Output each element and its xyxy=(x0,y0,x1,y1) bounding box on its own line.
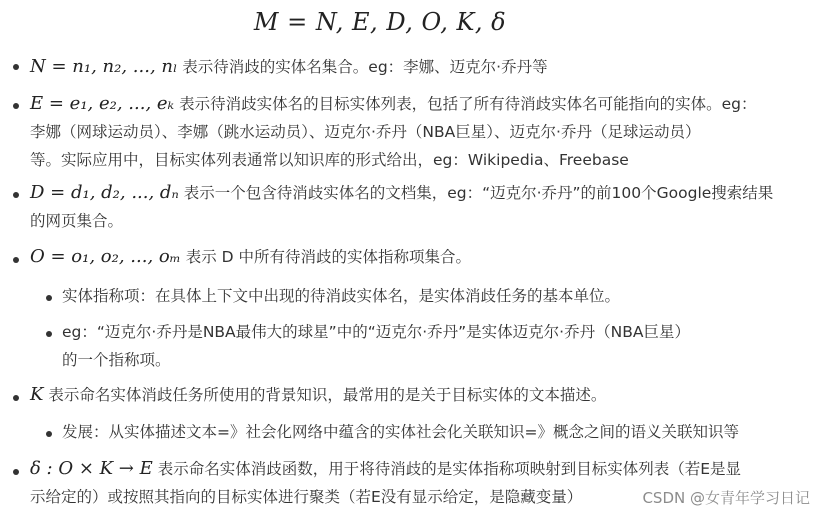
bullet-dot xyxy=(13,257,19,263)
bullet-dot xyxy=(13,103,19,109)
bullet-dot xyxy=(13,469,19,475)
model-formula: M = N, E, D, O, K, δ xyxy=(253,8,507,36)
bullet-dot xyxy=(13,395,19,401)
sub-item-mention-definition xyxy=(62,282,812,310)
item-o-text: 表示 D 中所有待消歧的实体指称项集合。 xyxy=(185,248,471,266)
sub-item-example-line-2: 的一个指称项。 xyxy=(62,351,171,369)
sub-item-example-line-1: eg：“迈克尔·乔丹是NBA最伟大的球星”中的“迈克尔·乔丹”是实体迈克尔·乔丹（NBA巨星） xyxy=(62,323,690,341)
item-delta-line-2: 示给定的）或按照其指向的目标实体进行聚类（若E没有显示给定，是隐藏变量） xyxy=(30,488,583,506)
list-item-n xyxy=(30,53,810,81)
list-item-e xyxy=(30,90,815,174)
math-d-definition: D = d₁, d₂, ..., dₙ xyxy=(30,182,179,203)
math-o-definition: O = o₁, o₂, ..., oₘ xyxy=(30,246,181,267)
bullet-dot xyxy=(13,64,19,70)
item-e-line-1: 表示待消歧实体名的目标实体列表，包括了所有待消歧实体名可能指向的实体。eg： xyxy=(179,95,757,113)
item-e-line-2: 李娜（网球运动员）、李娜（跳水运动员）、迈克尔·乔丹（NBA巨星）、迈克尔·乔丹（足球运动员） xyxy=(30,123,701,141)
math-delta-definition: δ : O × K → E xyxy=(30,458,153,479)
math-n-definition: N = n₁, n₂, ..., nₗ xyxy=(30,56,178,77)
list-item-o xyxy=(30,243,810,271)
sub-item-development-text: 发展：从实体描述文本=》社会化网络中蕴含的实体社会化关联知识=》概念之间的语义关联知识等 xyxy=(62,423,739,441)
sub-item-mention-example xyxy=(62,318,812,374)
item-e-line-3: 等。实际应用中，目标实体列表通常以知识库的形式给出，eg：Wikipedia、Freebase xyxy=(30,151,629,169)
sub-bullet-dot xyxy=(46,295,52,301)
csdn-watermark: CSDN @女青年学习日记 xyxy=(642,489,810,507)
list-item-k xyxy=(30,381,810,409)
item-n-text: 表示待消歧的实体名集合。eg：李娜、迈克尔·乔丹等 xyxy=(182,58,548,76)
sub-item-mention-text: 实体指称项：在具体上下文中出现的待消歧实体名，是实体消歧任务的基本单位。 xyxy=(62,287,621,305)
sub-item-development xyxy=(62,418,817,446)
item-delta-line-1: 表示命名实体消歧函数，用于将待消歧的是实体指称项映射到目标实体列表（若E是显 xyxy=(157,460,741,478)
math-k-definition: K xyxy=(30,384,44,405)
item-k-text: 表示命名实体消歧任务所使用的背景知识，最常用的是关于目标实体的文本描述。 xyxy=(48,386,607,404)
math-e-definition: E = e₁, e₂, ..., eₖ xyxy=(30,93,175,114)
item-d-line-1: 表示一个包含待消歧实体名的文档集，eg：“迈克尔·乔丹”的前100个Google搜索结果 xyxy=(183,184,774,202)
item-d-line-2: 的网页集合。 xyxy=(30,212,124,230)
list-item-d xyxy=(30,179,815,235)
sub-bullet-dot xyxy=(46,331,52,337)
bullet-dot xyxy=(13,192,19,198)
sub-bullet-dot xyxy=(46,431,52,437)
